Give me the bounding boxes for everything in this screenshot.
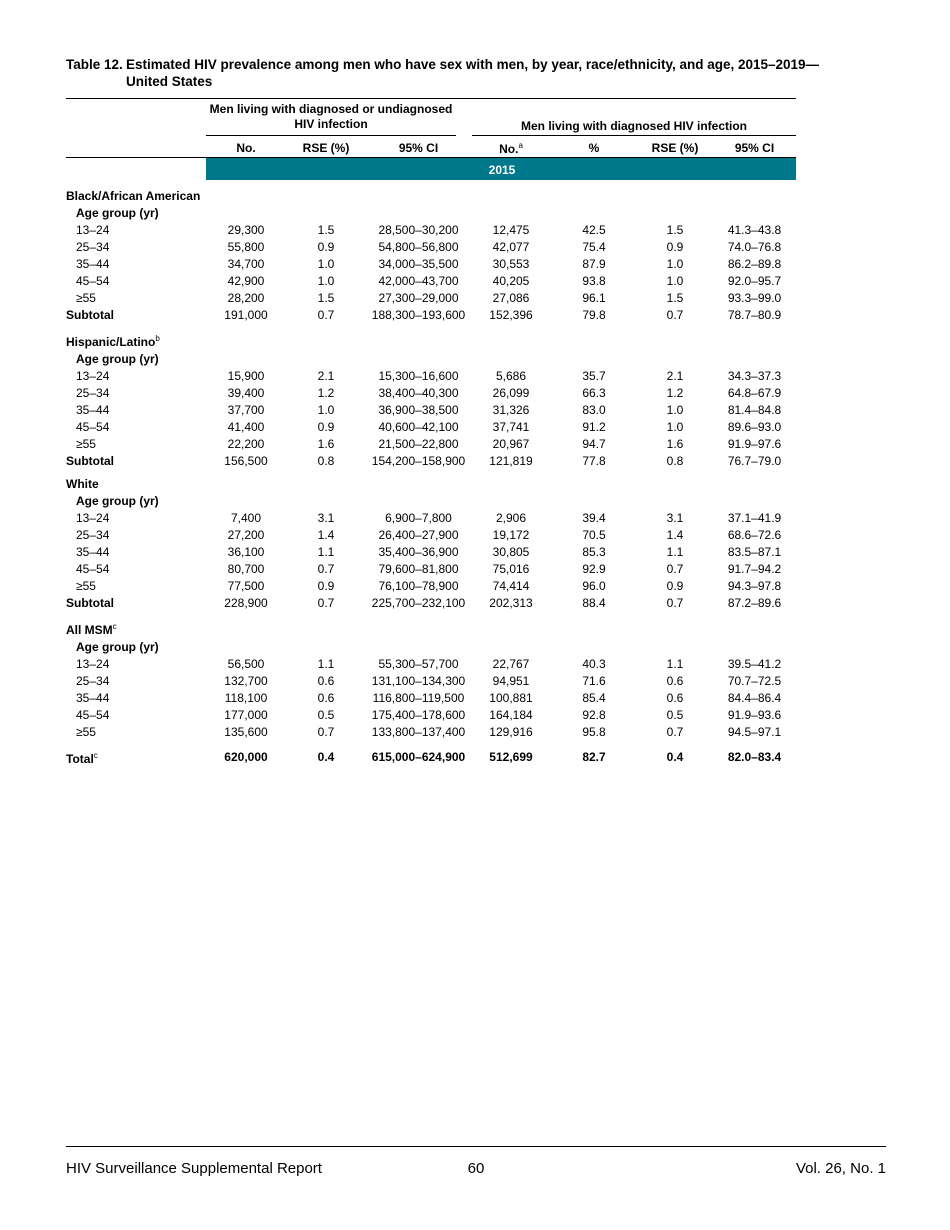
diag-ci-cell: 89.6–93.0 bbox=[727, 420, 782, 434]
diag-ci-cell: 86.2–89.8 bbox=[727, 257, 782, 271]
group-name: Hispanic/Latino bbox=[66, 335, 156, 349]
est-rse-total: 0.4 bbox=[317, 750, 335, 764]
table-row bbox=[66, 273, 796, 290]
diag-percent-cell: 70.5 bbox=[582, 528, 606, 542]
diag-percent-cell: 96.0 bbox=[582, 579, 606, 593]
diag-number-subtotal: 121,819 bbox=[489, 454, 533, 468]
diag-ci-cell: 91.9–97.6 bbox=[727, 437, 782, 451]
page-number: 60 bbox=[467, 1160, 485, 1177]
diag-ci-cell: 94.5–97.1 bbox=[727, 725, 782, 739]
diag-rse-cell: 1.4 bbox=[666, 528, 684, 542]
subtotal-label: Subtotal bbox=[66, 454, 114, 468]
table-title-line2: United States bbox=[126, 74, 213, 89]
diag-ci-cell: 34.3–37.3 bbox=[727, 369, 782, 383]
est-ci-cell: 6,900–7,800 bbox=[385, 511, 452, 525]
est-ci-subtotal: 188,300–193,600 bbox=[371, 308, 466, 322]
table-row bbox=[66, 256, 796, 273]
est-rse-cell: 1.5 bbox=[317, 291, 335, 305]
diag-rse-subtotal: 0.8 bbox=[666, 454, 684, 468]
diag-ci-cell: 93.3–99.0 bbox=[727, 291, 782, 305]
est-rse-cell: 1.2 bbox=[317, 386, 335, 400]
table-row bbox=[66, 544, 796, 561]
diag-number-cell: 2,906 bbox=[495, 511, 527, 525]
diag-rse-cell: 1.5 bbox=[666, 291, 684, 305]
est-rse-cell: 1.0 bbox=[317, 403, 335, 417]
diag-ci-cell: 84.4–86.4 bbox=[727, 691, 782, 705]
table-row bbox=[66, 724, 796, 741]
age-group-label: Age group (yr) bbox=[76, 494, 159, 508]
diag-rse-cell: 0.9 bbox=[666, 240, 684, 254]
col-header-no-diagnosed bbox=[471, 141, 551, 156]
est-ci-cell: 79,600–81,800 bbox=[378, 562, 459, 576]
diag-percent-cell: 93.8 bbox=[582, 274, 606, 288]
diag-rse-cell: 0.7 bbox=[666, 725, 684, 739]
est-number-cell: 55,800 bbox=[227, 240, 265, 254]
diag-number-cell: 20,967 bbox=[492, 437, 530, 451]
est-ci-cell: 175,400–178,600 bbox=[371, 708, 466, 722]
est-rse-cell: 0.6 bbox=[317, 674, 335, 688]
diag-percent-cell: 66.3 bbox=[582, 386, 606, 400]
est-number-subtotal: 228,900 bbox=[224, 596, 268, 610]
diag-ci-cell: 37.1–41.9 bbox=[727, 511, 782, 525]
diag-percent-cell: 92.9 bbox=[582, 562, 606, 576]
est-rse-cell: 0.9 bbox=[317, 579, 335, 593]
est-rse-cell: 0.9 bbox=[317, 420, 335, 434]
diag-rse-cell: 1.0 bbox=[666, 420, 684, 434]
footnote-marker: c bbox=[93, 751, 98, 760]
diag-number-cell: 19,172 bbox=[492, 528, 530, 542]
diag-percent-cell: 95.8 bbox=[582, 725, 606, 739]
est-number-cell: 15,900 bbox=[227, 369, 265, 383]
est-number-cell: 39,400 bbox=[227, 386, 265, 400]
group-title bbox=[66, 612, 796, 639]
total-row bbox=[66, 741, 796, 768]
est-number-cell: 42,900 bbox=[227, 274, 265, 288]
est-rse-cell: 1.0 bbox=[317, 257, 335, 271]
est-ci-total: 615,000–624,900 bbox=[371, 750, 466, 764]
table-row bbox=[66, 690, 796, 707]
diag-percent-cell: 42.5 bbox=[582, 223, 606, 237]
footnote-marker: c bbox=[112, 622, 117, 631]
diag-number-cell: 40,205 bbox=[492, 274, 530, 288]
diag-ci-cell: 91.7–94.2 bbox=[727, 562, 782, 576]
table-row bbox=[66, 290, 796, 307]
est-rse-cell: 0.7 bbox=[317, 725, 335, 739]
group-title bbox=[66, 470, 796, 493]
est-number-cell: 29,300 bbox=[227, 223, 265, 237]
table-row bbox=[66, 527, 796, 544]
age-group-header-row bbox=[66, 639, 796, 656]
age-group-cell: 35–44 bbox=[76, 403, 110, 417]
header-group2: Men living with diagnosed HIV infection bbox=[520, 119, 747, 133]
diag-percent-cell: 91.2 bbox=[582, 420, 606, 434]
diag-number-cell: 94,951 bbox=[492, 674, 530, 688]
est-number-subtotal: 191,000 bbox=[224, 308, 268, 322]
diag-percent-cell: 87.9 bbox=[582, 257, 606, 271]
group1-rule bbox=[206, 135, 456, 136]
est-number-cell: 77,500 bbox=[227, 579, 265, 593]
diag-number-cell: 164,184 bbox=[489, 708, 533, 722]
diag-rse-cell: 1.6 bbox=[666, 437, 684, 451]
table-row bbox=[66, 239, 796, 256]
est-ci-subtotal: 225,700–232,100 bbox=[371, 596, 466, 610]
year-band: 2015 bbox=[206, 158, 796, 180]
col-header-ci-diagnosed: 95% CI bbox=[734, 141, 775, 155]
subtotal-row bbox=[66, 595, 796, 612]
est-rse-subtotal: 0.8 bbox=[317, 454, 335, 468]
table-row bbox=[66, 385, 796, 402]
diag-percent-cell: 85.4 bbox=[582, 691, 606, 705]
est-ci-cell: 28,500–30,200 bbox=[378, 223, 459, 237]
header-group1: Men living with diagnosed or undiagnosed HIV infection bbox=[209, 102, 453, 131]
diag-rse-cell: 0.9 bbox=[666, 579, 684, 593]
diag-rse-cell: 0.6 bbox=[666, 674, 684, 688]
footer-report-title: HIV Surveillance Supplemental Report bbox=[66, 1160, 322, 1177]
col-header-no: No. bbox=[236, 141, 256, 155]
diag-percent-subtotal: 79.8 bbox=[582, 308, 606, 322]
est-number-cell: 118,100 bbox=[224, 691, 268, 705]
table-number: Table 12. bbox=[66, 57, 123, 72]
diag-ci-cell: 83.5–87.1 bbox=[727, 545, 782, 559]
est-rse-cell: 1.4 bbox=[317, 528, 335, 542]
age-group-cell: 13–24 bbox=[76, 223, 110, 237]
diag-percent-cell: 71.6 bbox=[582, 674, 606, 688]
est-number-subtotal: 156,500 bbox=[224, 454, 268, 468]
est-ci-cell: 116,800–119,500 bbox=[372, 691, 465, 705]
est-ci-cell: 27,300–29,000 bbox=[378, 291, 459, 305]
col-header-percent: % bbox=[588, 141, 600, 155]
diag-rse-cell: 0.6 bbox=[666, 691, 684, 705]
diag-rse-subtotal: 0.7 bbox=[666, 596, 684, 610]
age-group-cell: 45–54 bbox=[76, 708, 110, 722]
age-group-header-row bbox=[66, 351, 796, 368]
est-ci-cell: 133,800–137,400 bbox=[371, 725, 466, 739]
age-group-cell: 13–24 bbox=[76, 369, 110, 383]
diag-ci-cell: 74.0–76.8 bbox=[727, 240, 782, 254]
age-group-label: Age group (yr) bbox=[76, 640, 159, 654]
diag-percent-cell: 92.8 bbox=[582, 708, 606, 722]
group-title-row bbox=[66, 324, 796, 351]
diag-percent-cell: 94.7 bbox=[582, 437, 606, 451]
diag-rse-cell: 1.0 bbox=[666, 257, 684, 271]
diag-ci-cell: 92.0–95.7 bbox=[727, 274, 782, 288]
group-title bbox=[66, 324, 796, 351]
table-title bbox=[66, 56, 826, 90]
group-name: All MSM bbox=[66, 623, 113, 637]
diag-number-cell: 12,475 bbox=[492, 223, 530, 237]
diag-rse-cell: 3.1 bbox=[666, 511, 684, 525]
est-ci-cell: 40,600–42,100 bbox=[378, 420, 459, 434]
est-number-total: 620,000 bbox=[224, 750, 268, 764]
est-ci-cell: 35,400–36,900 bbox=[378, 545, 459, 559]
est-number-cell: 37,700 bbox=[227, 403, 265, 417]
diag-rse-subtotal: 0.7 bbox=[666, 308, 684, 322]
diag-ci-cell: 94.3–97.8 bbox=[727, 579, 782, 593]
diag-percent-total: 82.7 bbox=[582, 750, 606, 764]
est-ci-cell: 38,400–40,300 bbox=[378, 386, 459, 400]
age-group-cell: 45–54 bbox=[76, 562, 110, 576]
diag-ci-total: 82.0–83.4 bbox=[727, 750, 782, 764]
age-group-cell: ≥55 bbox=[76, 291, 96, 305]
est-rse-cell: 0.6 bbox=[317, 691, 335, 705]
group-name: White bbox=[66, 477, 99, 491]
table-row bbox=[66, 578, 796, 595]
est-number-cell: 7,400 bbox=[230, 511, 262, 525]
diag-number-subtotal: 152,396 bbox=[489, 308, 533, 322]
col-header-rse-diagnosed: RSE (%) bbox=[651, 141, 699, 155]
subtotal-label: Subtotal bbox=[66, 596, 114, 610]
est-ci-cell: 36,900–38,500 bbox=[378, 403, 459, 417]
age-group-cell: 25–34 bbox=[76, 386, 110, 400]
table-row bbox=[66, 402, 796, 419]
est-rse-cell: 2.1 bbox=[317, 369, 335, 383]
diag-rse-cell: 1.0 bbox=[666, 274, 684, 288]
est-number-cell: 28,200 bbox=[227, 291, 265, 305]
age-group-cell: ≥55 bbox=[76, 579, 96, 593]
diag-rse-cell: 1.2 bbox=[666, 386, 684, 400]
est-rse-cell: 0.5 bbox=[317, 708, 335, 722]
age-group-cell: 35–44 bbox=[76, 691, 110, 705]
age-group-cell: 35–44 bbox=[76, 257, 110, 271]
diag-ci-cell: 68.6–72.6 bbox=[727, 528, 782, 542]
est-number-cell: 177,000 bbox=[224, 708, 268, 722]
diag-number-cell: 5,686 bbox=[495, 369, 527, 383]
table-row bbox=[66, 436, 796, 453]
table-body bbox=[66, 182, 796, 768]
table-row bbox=[66, 222, 796, 239]
age-group-cell: ≥55 bbox=[76, 725, 96, 739]
age-group-cell: ≥55 bbox=[76, 437, 96, 451]
est-rse-subtotal: 0.7 bbox=[317, 308, 335, 322]
diag-number-total: 512,699 bbox=[489, 750, 533, 764]
est-number-cell: 22,200 bbox=[227, 437, 265, 451]
age-group-cell: 25–34 bbox=[76, 240, 110, 254]
est-ci-cell: 55,300–57,700 bbox=[378, 657, 459, 671]
est-ci-cell: 21,500–22,800 bbox=[378, 437, 459, 451]
diag-rse-cell: 0.5 bbox=[666, 708, 684, 722]
est-ci-cell: 76,100–78,900 bbox=[378, 579, 459, 593]
footer-volume: Vol. 26, No. 1 bbox=[795, 1160, 886, 1177]
table-title-text: Estimated HIV prevalence among men who have sex with men, by year, race/ethnicity, and age, 2015–2019— bbox=[126, 57, 820, 72]
est-number-cell: 36,100 bbox=[227, 545, 265, 559]
est-ci-cell: 42,000–43,700 bbox=[378, 274, 459, 288]
age-group-cell: 35–44 bbox=[76, 545, 110, 559]
diag-number-cell: 75,016 bbox=[492, 562, 530, 576]
age-group-label: Age group (yr) bbox=[76, 352, 159, 366]
est-rse-cell: 1.1 bbox=[317, 545, 335, 559]
diag-ci-cell: 39.5–41.2 bbox=[727, 657, 782, 671]
age-group-cell: 25–34 bbox=[76, 528, 110, 542]
est-rse-cell: 0.7 bbox=[317, 562, 335, 576]
age-group-cell: 45–54 bbox=[76, 274, 110, 288]
diag-rse-cell: 0.7 bbox=[666, 562, 684, 576]
group-title bbox=[66, 182, 796, 205]
subtotal-row bbox=[66, 307, 796, 324]
age-group-header-row bbox=[66, 205, 796, 222]
age-group-label: Age group (yr) bbox=[76, 206, 159, 220]
diag-number-subtotal: 202,313 bbox=[489, 596, 533, 610]
group2-rule bbox=[472, 135, 796, 136]
diag-number-cell: 100,881 bbox=[489, 691, 533, 705]
est-number-cell: 34,700 bbox=[227, 257, 265, 271]
est-ci-cell: 15,300–16,600 bbox=[378, 369, 459, 383]
data-table bbox=[66, 182, 796, 768]
group-title-row bbox=[66, 612, 796, 639]
age-group-header-row bbox=[66, 493, 796, 510]
diag-number-cell: 42,077 bbox=[492, 240, 530, 254]
diag-ci-cell: 41.3–43.8 bbox=[727, 223, 782, 237]
diag-percent-cell: 96.1 bbox=[582, 291, 606, 305]
diag-rse-cell: 1.5 bbox=[666, 223, 684, 237]
diag-ci-cell: 64.8–67.9 bbox=[727, 386, 782, 400]
diag-percent-cell: 35.7 bbox=[582, 369, 606, 383]
table-row bbox=[66, 510, 796, 527]
group-title-row bbox=[66, 470, 796, 493]
est-number-cell: 41,400 bbox=[227, 420, 265, 434]
group-title-row bbox=[66, 182, 796, 205]
diag-number-cell: 31,326 bbox=[492, 403, 530, 417]
diag-percent-cell: 75.4 bbox=[582, 240, 606, 254]
table-row bbox=[66, 368, 796, 385]
est-rse-cell: 3.1 bbox=[317, 511, 335, 525]
subtotal-row bbox=[66, 453, 796, 470]
table-row bbox=[66, 419, 796, 436]
diag-ci-subtotal: 87.2–89.6 bbox=[727, 596, 782, 610]
diag-number-cell: 22,767 bbox=[492, 657, 530, 671]
age-group-cell: 13–24 bbox=[76, 657, 110, 671]
est-ci-cell: 54,800–56,800 bbox=[378, 240, 459, 254]
subtotal-label: Subtotal bbox=[66, 308, 114, 322]
diag-percent-cell: 83.0 bbox=[582, 403, 606, 417]
est-number-cell: 132,700 bbox=[224, 674, 268, 688]
diag-number-cell: 30,553 bbox=[492, 257, 530, 271]
diag-number-cell: 129,916 bbox=[489, 725, 533, 739]
diag-ci-subtotal: 78.7–80.9 bbox=[727, 308, 782, 322]
diag-ci-cell: 81.4–84.8 bbox=[727, 403, 782, 417]
col-header-rse: RSE (%) bbox=[302, 141, 350, 155]
diag-number-cell: 37,741 bbox=[492, 420, 530, 434]
col-header-no-diagnosed-label: No. bbox=[499, 142, 519, 156]
table-row bbox=[66, 656, 796, 673]
diag-number-cell: 27,086 bbox=[492, 291, 530, 305]
diag-number-cell: 26,099 bbox=[492, 386, 530, 400]
age-group-cell: 13–24 bbox=[76, 511, 110, 525]
group-name: Black/African American bbox=[66, 189, 201, 203]
diag-percent-subtotal: 88.4 bbox=[582, 596, 606, 610]
est-rse-cell: 1.6 bbox=[317, 437, 335, 451]
age-group-cell: 25–34 bbox=[76, 674, 110, 688]
table-row bbox=[66, 561, 796, 578]
diag-rse-total: 0.4 bbox=[666, 750, 684, 764]
est-ci-cell: 34,000–35,500 bbox=[378, 257, 459, 271]
diag-number-cell: 30,805 bbox=[492, 545, 530, 559]
est-number-cell: 27,200 bbox=[227, 528, 265, 542]
est-ci-subtotal: 154,200–158,900 bbox=[371, 454, 466, 468]
diag-percent-subtotal: 77.8 bbox=[582, 454, 606, 468]
diag-rse-cell: 1.1 bbox=[666, 545, 684, 559]
total-label-text: Total bbox=[66, 752, 94, 766]
footnote-a: a bbox=[518, 141, 523, 150]
est-rse-cell: 1.1 bbox=[317, 657, 335, 671]
diag-ci-subtotal: 76.7–79.0 bbox=[727, 454, 782, 468]
diag-ci-cell: 91.9–93.6 bbox=[727, 708, 782, 722]
est-ci-cell: 131,100–134,300 bbox=[371, 674, 466, 688]
est-rse-cell: 1.5 bbox=[317, 223, 335, 237]
est-rse-cell: 1.0 bbox=[317, 274, 335, 288]
diag-percent-cell: 85.3 bbox=[582, 545, 606, 559]
table-row bbox=[66, 707, 796, 724]
est-number-cell: 80,700 bbox=[227, 562, 265, 576]
top-rule bbox=[66, 98, 796, 99]
total-label bbox=[66, 741, 206, 768]
est-ci-cell: 26,400–27,900 bbox=[378, 528, 459, 542]
footnote-marker: b bbox=[155, 334, 160, 343]
est-number-cell: 56,500 bbox=[227, 657, 265, 671]
diag-rse-cell: 2.1 bbox=[666, 369, 684, 383]
est-number-cell: 135,600 bbox=[224, 725, 268, 739]
footer-rule bbox=[66, 1146, 886, 1147]
est-rse-subtotal: 0.7 bbox=[317, 596, 335, 610]
age-group-cell: 45–54 bbox=[76, 420, 110, 434]
diag-rse-cell: 1.0 bbox=[666, 403, 684, 417]
col-header-ci: 95% CI bbox=[398, 141, 439, 155]
table-row bbox=[66, 673, 796, 690]
diag-ci-cell: 70.7–72.5 bbox=[727, 674, 782, 688]
diag-percent-cell: 39.4 bbox=[582, 511, 606, 525]
diag-number-cell: 74,414 bbox=[492, 579, 530, 593]
diag-percent-cell: 40.3 bbox=[582, 657, 606, 671]
est-rse-cell: 0.9 bbox=[317, 240, 335, 254]
diag-rse-cell: 1.1 bbox=[666, 657, 684, 671]
